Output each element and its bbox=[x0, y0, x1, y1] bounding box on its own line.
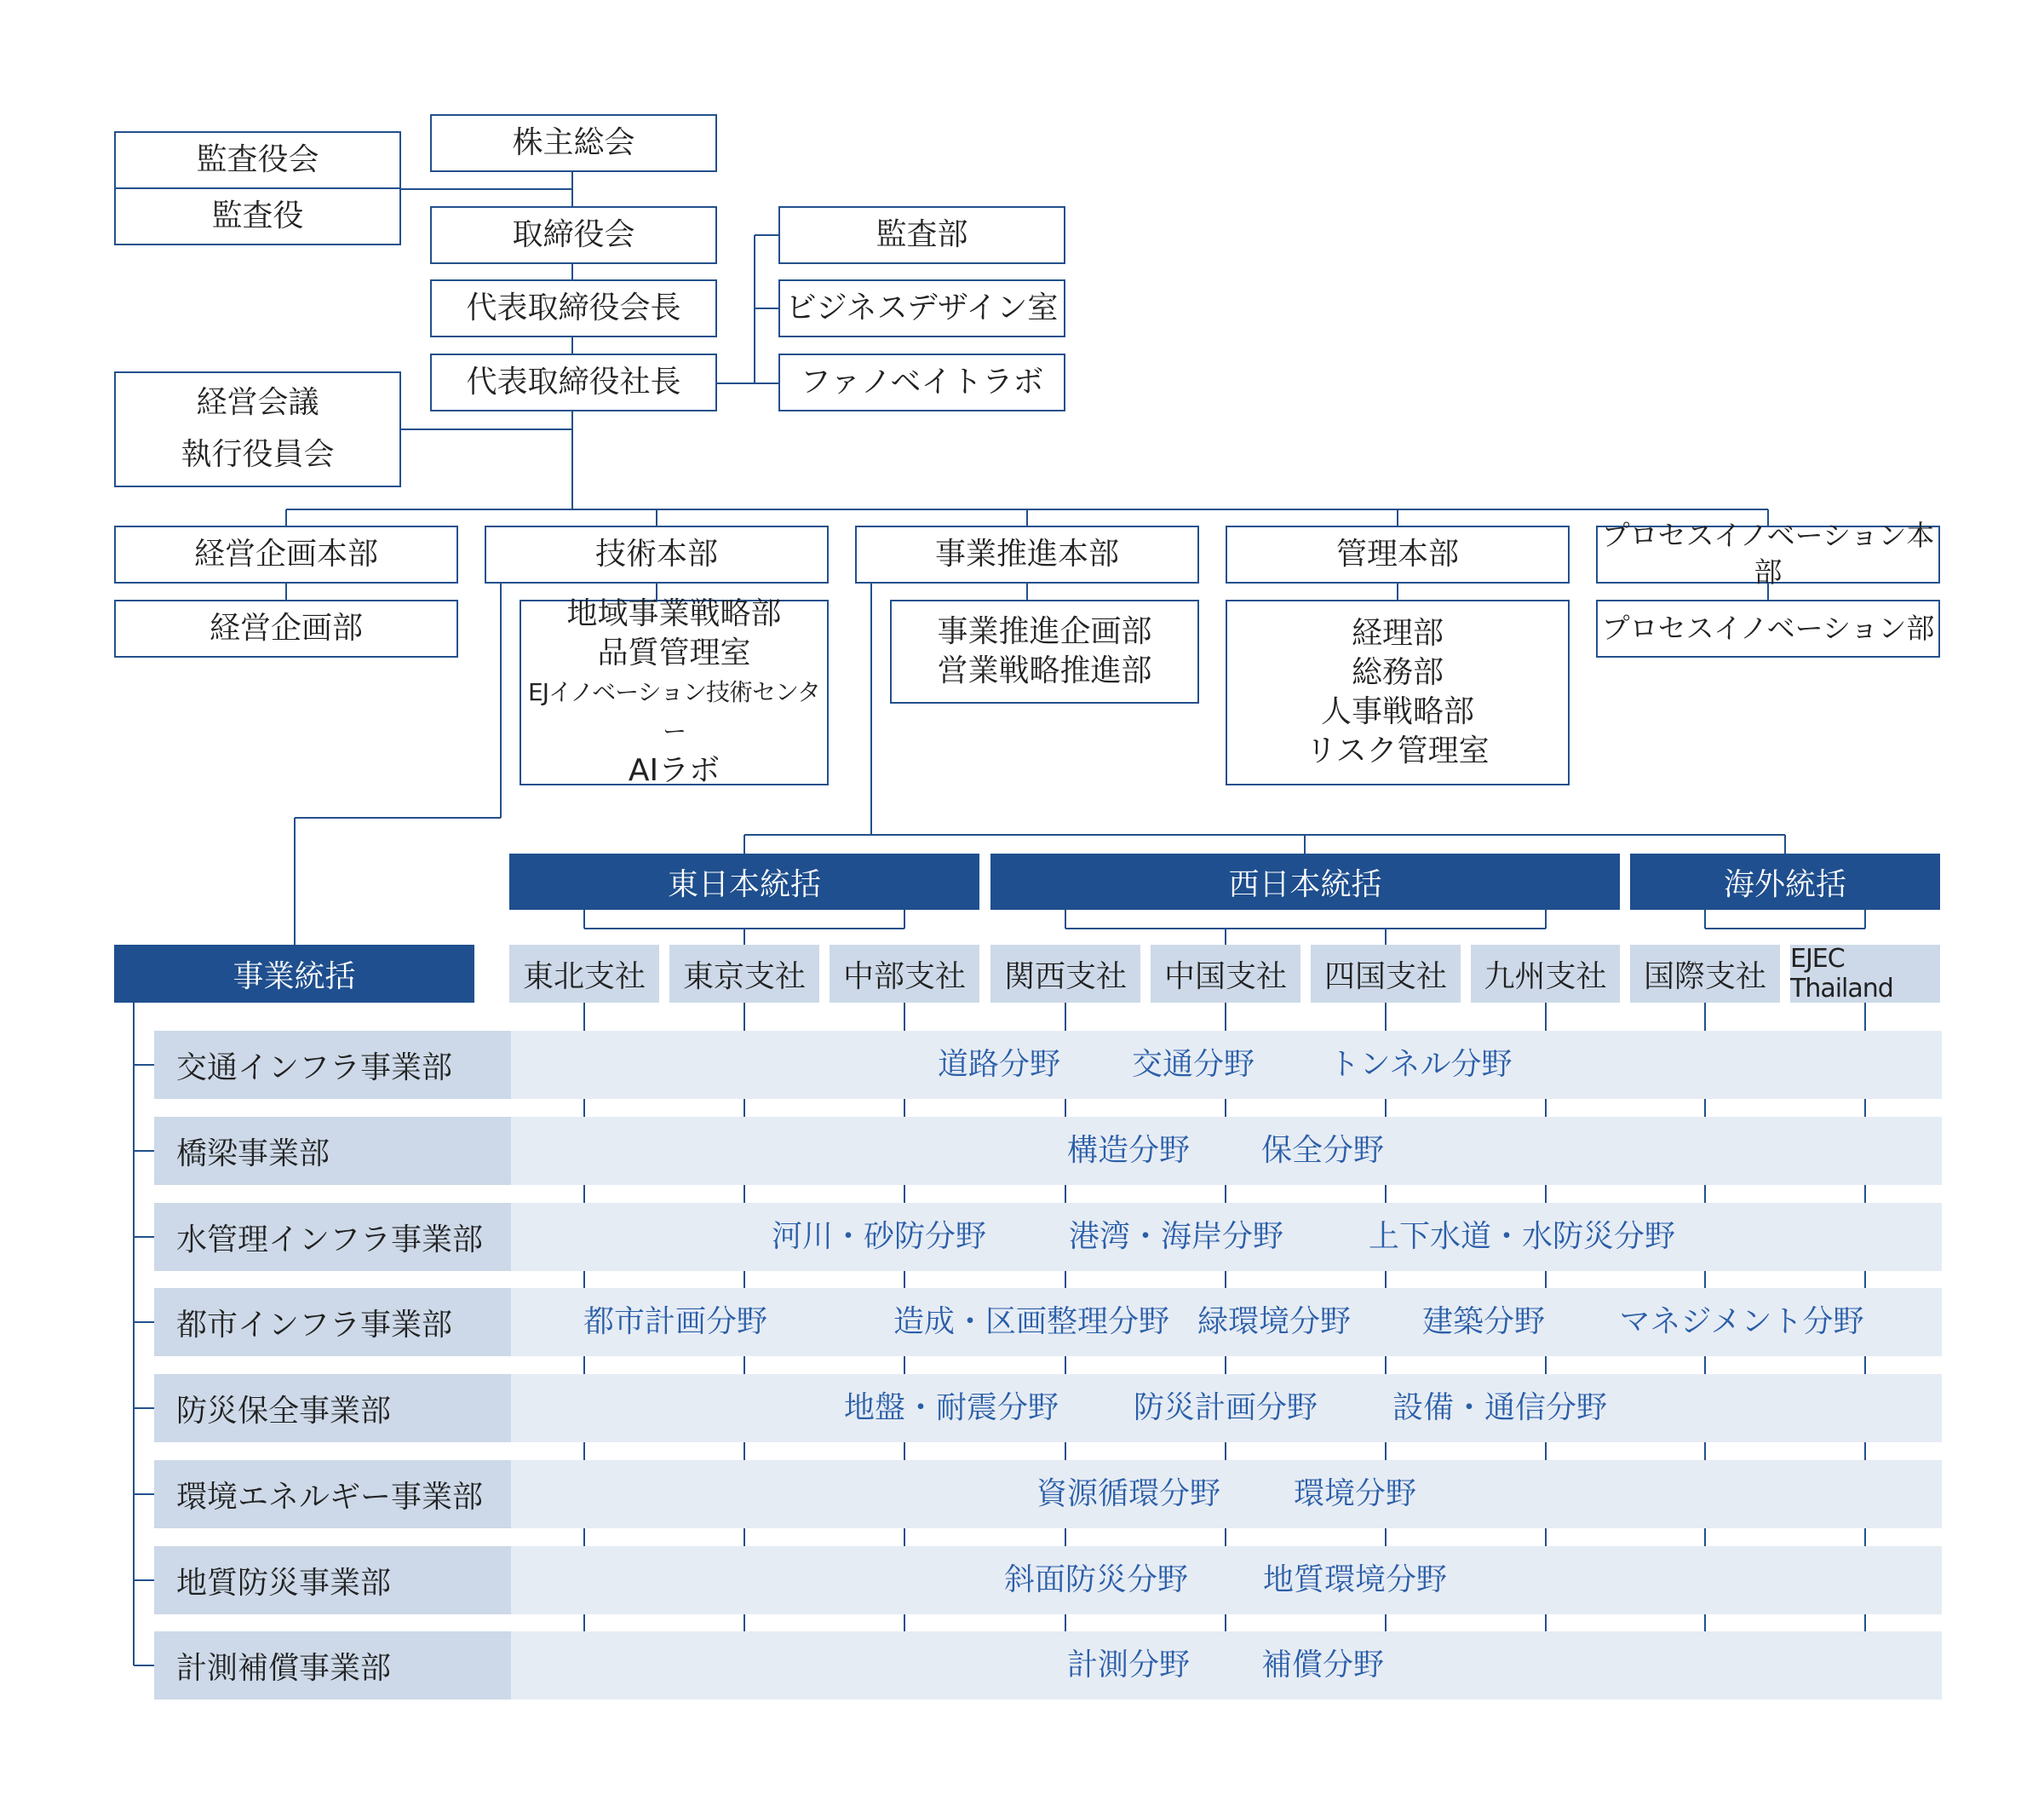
auditor: 監査役 bbox=[114, 187, 401, 245]
dept-corporate-planning: 経営企画部 bbox=[114, 600, 458, 658]
field-resource-circulation: 資源循環分野 bbox=[1036, 1476, 1221, 1511]
field-ground-seismic: 地盤・耐震分野 bbox=[843, 1390, 1059, 1425]
division-environment-energy: 環境エネルギー事業部 bbox=[154, 1460, 511, 1528]
field-maintenance: 保全分野 bbox=[1260, 1133, 1385, 1168]
division-disaster-prevention: 防災保全事業部 bbox=[154, 1374, 511, 1442]
field-geo-environment: 地質環境分野 bbox=[1262, 1562, 1448, 1597]
dept-administration-group: 経理部 総務部 人事戦略部 リスク管理室 bbox=[1226, 600, 1570, 785]
hq-administration: 管理本部 bbox=[1226, 526, 1570, 584]
field-traffic: 交通分野 bbox=[1131, 1047, 1255, 1082]
shareholders-meeting: 株主総会 bbox=[430, 114, 717, 172]
business-head: 事業統括 bbox=[114, 945, 474, 1003]
field-structure: 構造分野 bbox=[1066, 1133, 1191, 1168]
branch-ejec-thailand: EJEC Thailand bbox=[1790, 945, 1940, 1003]
region-overseas: 海外統括 bbox=[1630, 854, 1940, 910]
branch-tohoku: 東北支社 bbox=[509, 945, 659, 1003]
dept-engineering-group: 地域事業戦略部 品質管理室 EJイノベーション技術センター AIラボ bbox=[520, 600, 829, 785]
management-committee: 経営会議 執行役員会 bbox=[114, 371, 401, 487]
division-urban-infra: 都市インフラ事業部 bbox=[154, 1288, 511, 1356]
branch-chugoku: 中国支社 bbox=[1151, 945, 1300, 1003]
branch-kansai: 関西支社 bbox=[990, 945, 1140, 1003]
dept-process-innovation: プロセスイノベーション部 bbox=[1596, 600, 1940, 658]
field-compensation: 補償分野 bbox=[1260, 1648, 1385, 1682]
field-water-supply: 上下水道・水防災分野 bbox=[1368, 1219, 1676, 1254]
field-river-sabo: 河川・砂防分野 bbox=[771, 1219, 987, 1254]
field-disaster-planning: 防災計画分野 bbox=[1133, 1390, 1318, 1425]
field-management: マネジメント分野 bbox=[1619, 1304, 1864, 1339]
fanobeit-lab: ファノベイトラボ bbox=[778, 354, 1065, 411]
region-east-japan: 東日本統括 bbox=[509, 854, 979, 910]
division-geology-disaster: 地質防災事業部 bbox=[154, 1546, 511, 1614]
field-green-environment: 緑環境分野 bbox=[1197, 1304, 1352, 1339]
audit-department: 監査部 bbox=[778, 206, 1065, 264]
branch-chubu: 中部支社 bbox=[830, 945, 979, 1003]
branch-shikoku: 四国支社 bbox=[1311, 945, 1461, 1003]
branch-tokyo: 東京支社 bbox=[669, 945, 819, 1003]
division-row-band bbox=[511, 1631, 1942, 1700]
region-west-japan: 西日本統括 bbox=[990, 854, 1620, 910]
field-architecture: 建築分野 bbox=[1421, 1304, 1546, 1339]
field-measurement: 計測分野 bbox=[1066, 1648, 1191, 1682]
field-equipment-comm: 設備・通信分野 bbox=[1392, 1390, 1608, 1425]
division-bridge: 橋梁事業部 bbox=[154, 1117, 511, 1185]
field-environment: 環境分野 bbox=[1293, 1476, 1417, 1511]
chairman: 代表取締役会長 bbox=[430, 279, 717, 337]
audit-board: 監査役会 bbox=[114, 131, 401, 189]
hq-business-promotion: 事業推進本部 bbox=[855, 526, 1199, 584]
branch-kyushu: 九州支社 bbox=[1471, 945, 1620, 1003]
board-of-directors: 取締役会 bbox=[430, 206, 717, 264]
field-land-readjustment: 造成・区画整理分野 bbox=[893, 1304, 1170, 1339]
division-transport-infra: 交通インフラ事業部 bbox=[154, 1031, 511, 1099]
hq-corporate-planning: 経営企画本部 bbox=[114, 526, 458, 584]
division-row-band bbox=[511, 1460, 1942, 1528]
division-row-band bbox=[511, 1546, 1942, 1614]
dept-business-promotion-group: 事業推進企画部 営業戦略推進部 bbox=[890, 600, 1199, 704]
business-design-office: ビジネスデザイン室 bbox=[778, 279, 1065, 337]
division-row-band bbox=[511, 1117, 1942, 1185]
hq-engineering: 技術本部 bbox=[485, 526, 829, 584]
field-port-coast: 港湾・海岸分野 bbox=[1068, 1219, 1284, 1254]
field-tunnel: トンネル分野 bbox=[1329, 1047, 1513, 1082]
president: 代表取締役社長 bbox=[430, 354, 717, 411]
field-urban-planning: 都市計画分野 bbox=[583, 1304, 768, 1339]
division-measurement-compensation: 計測補償事業部 bbox=[154, 1631, 511, 1700]
division-water-infra: 水管理インフラ事業部 bbox=[154, 1203, 511, 1271]
field-road: 道路分野 bbox=[937, 1047, 1061, 1082]
hq-process-innovation: プロセスイノベーション本部 bbox=[1596, 526, 1940, 584]
branch-international: 国際支社 bbox=[1630, 945, 1780, 1003]
field-slope-disaster: 斜面防災分野 bbox=[1003, 1562, 1189, 1597]
